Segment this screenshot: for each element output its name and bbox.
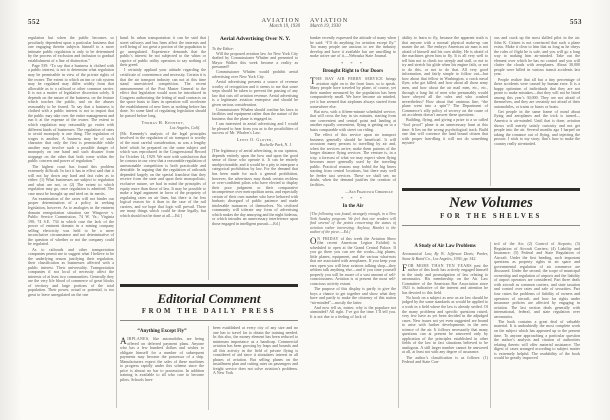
column-rule xyxy=(208,36,209,280)
body-paragraph xyxy=(310,77,396,109)
letter-signature-name: Lewis O. Glover, xyxy=(236,137,274,143)
column-rule xyxy=(490,36,491,186)
letter-signature-place: Rochelle Park, N. J. xyxy=(259,142,292,148)
new-volumes-title: New Volumes xyxy=(449,194,533,211)
right-page-column-3-lower xyxy=(494,242,580,408)
body-paragraph: The author’s classification is as follows: (1) Federal and State Con- xyxy=(402,354,488,365)
editorial-comment-subtitle: FROM THE DAILY PRESS xyxy=(141,308,277,316)
body-paragraph: The highest court has found this problem extremely difficult. In fact it has in effect said that it will not lay down any hard and fast rules as to either: (1) What businesses are subject to regulation and what are not, or (2) The extent to which regulation may go, once regulation is admitted. The case must be brought up and tried on its merits. xyxy=(28,163,114,196)
body-paragraph: Commissioner Whalen should confine his laws to facilities and equipment rather than the nature of the business that the plane is engaged in. xyxy=(212,106,298,121)
editorial-comment-section xyxy=(120,284,298,410)
book-citation: Aeronautical Law, By W. Jefferson Davis; Parker, Stone & Baird Co., Los Angeles, 1930; pp. 342. xyxy=(402,252,488,261)
body-paragraph: An examination of the cases will not hinder our proper determination of a policy in seeking legislation, however. As to analogies in the eminent domain renegotiation situation see Wingrove v. Public Service Commission, 74 W. Va.; Virginia 190; 74 S.E. 734 in which case the lack of the power of eminent domain in a mining company selling electricity was held to be a mere inconclusive circumstance and not determinative of the question of whether or not the company could be regulated. xyxy=(28,195,114,247)
new-volumes-section xyxy=(402,188,580,238)
body-paragraph: been established at every city of any size and no one has to travel far to obtain the training needed. In this also, the money element has been reduced to minimum importance as a handicap. Commercial aviation has been growing by leaps and bounds and all this activity in the field of private flying is considered of aid since it stimulates interest in all phases of aviation. But selling planes on the installment plan and cutting rates on passengers and freight service does not solve aviation’s problems. A New York xyxy=(213,326,298,376)
drop-cap: F xyxy=(402,262,408,273)
drop-cap: T xyxy=(310,76,316,87)
right-page-column-2-lower xyxy=(402,242,488,408)
letter-heading: Aerial Advertising Over N. Y. xyxy=(219,36,291,42)
body-paragraph: ability to learn to fly, because the apparent truth is that anyone with a normal physical make-up can master the art. The embryo American air man is not afraid of himself and his own ability. He is afraid of the machines given him to fly. It is all very well to tell him not to climb too steeply and stall, or not to try and stretch his glide when his engine fails, or not to do this, or not to do that. All very good information, and fairly simple to follow out—but how about that fellow in Washington, a crack naval flyer, who got killed, and how about all those army men, and how about the air mail men, etc., etc., through a long list of men who presumably would have obeyed all the rules and who crashed nevertheless? How about that ominous line, “the plane went into a spin”? The Department of Commerce’s silly policy of secrecy on the cause of air accidents doesn’t answer these questions. xyxy=(402,36,488,118)
body-paragraph: And now tell us, mister, why is the populace not airminded? All right. I’ve got the time. I’ll tell you. It is not due to a feeling of lack of xyxy=(310,304,396,320)
right-page-column-1 xyxy=(310,36,396,408)
body-paragraph: hand. In urban transportation it can be said that street railways and bus lines affect the interests and well being of too great a portion of the population to go unregulated. Experience demands that the public’s interest be not subjected to the whim or caprice of public utility operators to say nothing of their greed. xyxy=(120,36,206,68)
body-paragraph: ous and crack up the most skilled pilot in the air. John K. Citizen is not convinced that such a plane exists. Make it clear to him that as long as he obeys the rules of flight he is safe, and you will go a long way to making him air-minded. Take out the element over which he has no control and you will clutter the clouds with aeroplanes. About 30,000 people were killed in various transit accidents last year. xyxy=(494,36,580,77)
body-paragraph: But now, with a fifteen-minute scheduled service, that will cross the bay in six minutes, starting from one convenient and central point and landing at another equally convenient, flying is getting on to a basis comparable with street car riding. xyxy=(310,108,396,132)
masthead-title: AVIATION xyxy=(261,17,300,24)
section-heavy-rule xyxy=(402,188,580,191)
masthead-date: March 19, 1930 xyxy=(269,24,300,29)
column-rule xyxy=(490,242,491,408)
masthead xyxy=(262,18,300,30)
lead-text: past the author of this book has actively engaged himself in the study and promulgation of law relating to aeronautics. His membership on the Air Law Committee of the American Bar Association since 1921 is indicative of the interest and attention he has devoted to this field. xyxy=(402,262,488,295)
section-thin-rule xyxy=(120,320,298,321)
right-page-column-3 xyxy=(494,36,580,186)
letter-signature-name: Thomas H. Kennedy, xyxy=(141,119,185,125)
left-page-column-2 xyxy=(120,36,206,280)
running-head-right xyxy=(310,18,584,32)
article-heading: In the Air xyxy=(342,204,364,210)
lead-small-caps: HE BAY AIR FERRY SERVICE xyxy=(316,76,383,82)
asterisk-separator: * * * xyxy=(341,196,365,202)
column-rule xyxy=(398,36,399,408)
column-rule xyxy=(116,36,117,408)
article-heading: Brought Right to Our Doors xyxy=(322,69,384,75)
lead-small-caps: IRPLANES, xyxy=(127,336,150,341)
body-paragraph: regulation but when the public becomes so peculiarly dependent upon a particular business that one engaging therein subjects himself to a more intimate public regulation is only to be determined by the process of exclusion and inclusion to gradual establishment of a line of distinction.” xyxy=(28,36,114,63)
body-paragraph: Get people in the same frame of mind about flying and aeroplanes and the trick is turned—America is air-minded. Until that is done, aviation shows will merely satisfy curiosity and not get people into the air. Several months ago I harped on taking the romance out of flying, and injecting the prosaic. I stick to my story; that’s how to make the country really air-minded. xyxy=(494,108,580,146)
body-paragraph: I am interested in aerial advertising and I would be pleased to hear from you as to the possibilities of success of Mr. Whalen’s Law. xyxy=(212,121,298,136)
lead-text: brings aviation right on to the front lawn, so to speak. Many people have traveled by plane, of course, yet their number measured by the population has been comparatively small. We have become air minded, yet it has seemed that airplanes always started from somewhere else. xyxy=(310,76,396,109)
new-volumes-subtitle: FOR THE SHELVES xyxy=(440,213,542,221)
masthead xyxy=(310,18,348,30)
page-552 xyxy=(24,10,306,412)
page-number: 552 xyxy=(28,18,40,26)
editor-note: [Mr. Kennedy’s analysis of the legal principles involved in the regulation of air transport is worthy of the most careful consideration, as was a lengthy brief which he prepared on the same subject and which was reproduced in the Congressional Record for October 14, 1929. We note with satisfaction that he concurs in our view that a reasonable regulation of unreasonable competition is both practicable and desirable. In arguing that the regulation of railroads depended largely on the special franchise that they receive from the state and upon their monopolistic, exclusive nature, we had in mind the principles of equity more than those of law. It may be possible to make a legal argument in favor of the propriety of regulating rates on air lines, but there is far less logical reason for it than in the case of the rail carriers, and we hope that logic will prevail. There are many things which could be done legally, but which should not be done at all.—Ed.] xyxy=(120,130,206,218)
body-paragraph: No book on a subject as new as air law should be judged by the same standards as would be applied to a work in a field where the law is already settled. Of the many problems and specific questions raised, very few have as yet been decided in the adjudged cases. New issues not yet even suggested are bound to arise with further developments in the new science of the air. It follows necessarily that many questions can at present be answered only by application of the principles established in other fields of the law in fact situations believed to be analogous. A still larger number cannot be answered at all, at least not with any degree of assurance. xyxy=(402,294,488,355)
body-paragraph: I certainly applaud your attitude regarding the certificate of convenience and necessity. Certain it is that the air transport industry can not at this time stand unrestricted competition. The recent announcement of the Post Master General to the effect that legislation would soon be introduced in Congress authorizing the letting of mail contracts on the space basis to lines in operation will accelerate the establishment of new lines as nothing before has done. So some kind of regulating legislation should be passed before long. xyxy=(120,67,206,118)
body-paragraph: The effect of this service upon air transport business generally should be beneficial. It will accustom many persons to travelling by air and, when the services arrive, make them patrons of the longer distance flying services. The venture is, in a way, a forecast of what we may expect when flying becomes more generally used by the traveling public. Practical reasons may forbid the big liners starting from central locations, but there may well be feeder taxi services. These we shall see, no doubt, when the demand justifies the creation of facilities. xyxy=(310,131,396,187)
letter-signature-place: Los Angeles, Calif. xyxy=(169,124,200,130)
running-head-left xyxy=(28,18,302,32)
body-paragraph: Commissioner Whalen would prohibit aerial advertising over New York City. xyxy=(212,69,298,79)
editor-intro-note: [The following was found, strangely enough, in a New York Sunday program. We feel that our readers will find several of the points concerning the status of aviation rather interesting. Anyhow, Hamlet is the author of the piece.—Ed.] xyxy=(310,212,396,235)
editor-note: [The legitimacy of aerial advertising, in our opinion, depends entirely upon the how and upon the good sense of those who operate it. It can be entirely unobjectionable, and it would be a pity to interpose a categorical prohibition by law. For the demand that has been made for such a general prohibition, however, the advertisers may thank certain reckless or over-confident pilots who have elected to display their poor judgment or their comparative incompetence over metropolitan areas, and especially certain of their own number who have behaved with barbaric disregard of public patience and made intolerable nuisances of themselves. No civilized community will tolerate any form of advertising which makes the day annoying and the night hideous, or which intrudes an unnecessary interference upon those engaged in intelligent pursuit.—Ed.] xyxy=(212,148,298,226)
body-paragraph: People realize that all but a tiny percentage of these accidents were caused by human error. It is a happy optimism of individuals that they are not prone to make mistakes—that they will not be listed among this year’s 30,000. They are not afraid of themselves, and they are certainly not afraid of their automobiles, or trains or buses or boats. xyxy=(494,76,580,109)
editorial-comment-title: Editorial Comment xyxy=(157,290,261,306)
body-paragraph: banker recently expressed the attitude of many when he said: “I’ll do anything for aviation except fly.” Too many people are anxious to see the industry develop and have it available but are unwilling to make active use of it.—Nebraska State Journal. xyxy=(310,36,396,59)
body-paragraph xyxy=(402,264,488,296)
column-rule xyxy=(208,326,209,410)
article-heading: “Anything Except Fly” xyxy=(137,329,187,334)
source-attribution: —San Francisco Chronicle xyxy=(345,188,393,194)
lead-text: like automobiles, are being offered on deferred payment plans. Anyone who has a few hundred dollars and wishes to obligate himself for a number of subsequent payments may become the possessor of a ship. Manufacturers expect the sales of these machines to progress rapidly under this scheme since the price is almost no bar to possession. In addition training is available to all who care to become pilots. Schools have xyxy=(120,336,204,382)
body-paragraph xyxy=(120,337,204,382)
editorial-comment-column-a xyxy=(120,326,204,410)
body-paragraph: trol of the Air; (2) Control of Airports; (3) Regulation of Aircraft Carriers; (4) Liability and Insurance; (5) Federal and State Regulation of Aircraft. Under the first heading, such important questions as property rights in air space and governmental regulation of air commerce are discussed. Under the second, the scope of municipal ownership and regulation of airports and the liability of airport operators are considered. Part three deals with aircraft as common carriers, and state taxation and control over rates and sale of securities. Part four raises the problems of liability of owners and operators of aircraft, and how far rights under insurance policies are affected by engaging in aviation. The last section deals generally with international, federal, and state regulation over aeronautics. xyxy=(494,242,580,319)
drop-cap: A xyxy=(120,336,127,346)
body-paragraph: As to railroads and other transportation companies permit me to suggest what I believe to be the underlying reason justifying their regulation, their classification as businesses affected with a public interest. Their universality. Transportation companies if not local of necessity affect the interests of at least two communities. Generally they are the very life blood of commerce of great blocks of territory and large portions of the total population. Their power, actual or potential, is too great to leave unregulated on the one xyxy=(28,246,114,297)
body-paragraph: Aerial advertising presents a source of revenue worthy of recognition and it seems to me that some steps should be taken to prevent the passing of any law that cuts off aviation revenue. Aerial advertising is a legitimate aviation enterprise and should be given serious consideration. xyxy=(212,78,298,107)
left-page-column-1 xyxy=(28,36,114,408)
body-paragraph: Building, flying, and giving a prize to a so called “fool proof” plane is an unnecessary bunt at this time. It lies on the wrong psychological track. Build one that will convince the land bound citizen that with proper han-dling it will not do something mysteri- xyxy=(402,117,488,146)
left-page-column-3 xyxy=(212,36,298,280)
body-paragraph: The book contains a great deal of valuable material. It is undoubtedly the most complete work on the subject which has appeared up to the present time. To anyone approaching a particular question the author’s analysis and citation of authorities relating thereto will offer material assistance. The digest of cases arranged according to subject matter is extremely helpful. The readability of the book would be greatly improved xyxy=(494,318,580,361)
body-paragraph: The purpose of this display is partly to give the boys a chance to get together and show what they have and partly to make the citizenry of this nation “air-minded”—mostly the latter. xyxy=(310,286,396,305)
drop-cap: O xyxy=(310,235,317,246)
masthead-date: March 19, 1930 xyxy=(310,24,341,29)
masthead-title: AVIATION xyxy=(310,17,349,24)
page-number: 553 xyxy=(570,18,582,26)
review-heading: A Study of Air Law Problems xyxy=(414,244,476,249)
lead-small-caps: OR MORE THAN TEN YEARS xyxy=(407,262,472,268)
section-heavy-rule xyxy=(120,284,298,287)
right-page-column-2 xyxy=(402,36,488,186)
body-paragraph: Will the proposed aviation law for New York City drafted by Commissioner Whalen and presented to Mayor Walker this week become a reality as presumed? xyxy=(212,50,298,70)
asterisk-separator: * * * xyxy=(341,61,365,67)
editorial-comment-column-b xyxy=(213,326,298,410)
page-553 xyxy=(306,10,588,412)
body-paragraph: Page 539: “To say that a business is clothed with a public interest, is not to determine what regulation may be permissible in view of the private rights of the owner. The extent to which an inn or cab system may be regulated may differ widely from that allowable as to a railroad or other common carrier. It is not a matter of legislative discretion solely. It depends on the nature of the business, on the feature which touches the public, and on the abuses reasonably to be feared. To say that a business is clothed with a public interest is not to import that the public may take over the entire management and run it at the expense of the owner. The extent to which regulation may reasonably go varies with different kinds of businesses. The regulation of rates to avoid monopoly is one thing. The regulation of wages is another. A business may be of such character that only the first is permissible while another may involve such a possible danger of monopoly on one hand and such disaster from stoppage on the other that both come within the public concern and power of regulation.” xyxy=(28,62,114,164)
section-thin-rule xyxy=(402,225,580,226)
lead-small-caps: N FRIDAY xyxy=(317,235,339,241)
lead-text: of this week the Aviation Show (the recent American Legion Exhibit) is scheduled to open at the Grand Central Palace. If you go there you can see the works—big planes, little planes, equipment, and the various what-nots that are associated with aeroplanes. If you keep your ears open you will hear aviators talking shop—they seldom talk anything else—and if you time yourself properly you will be aware of a vast amount of self-consciousness. Aviation is at present the most self-conscious activity extant. xyxy=(310,235,396,287)
letter-salutation: To the Editor: xyxy=(212,45,235,51)
body-paragraph xyxy=(310,237,396,287)
